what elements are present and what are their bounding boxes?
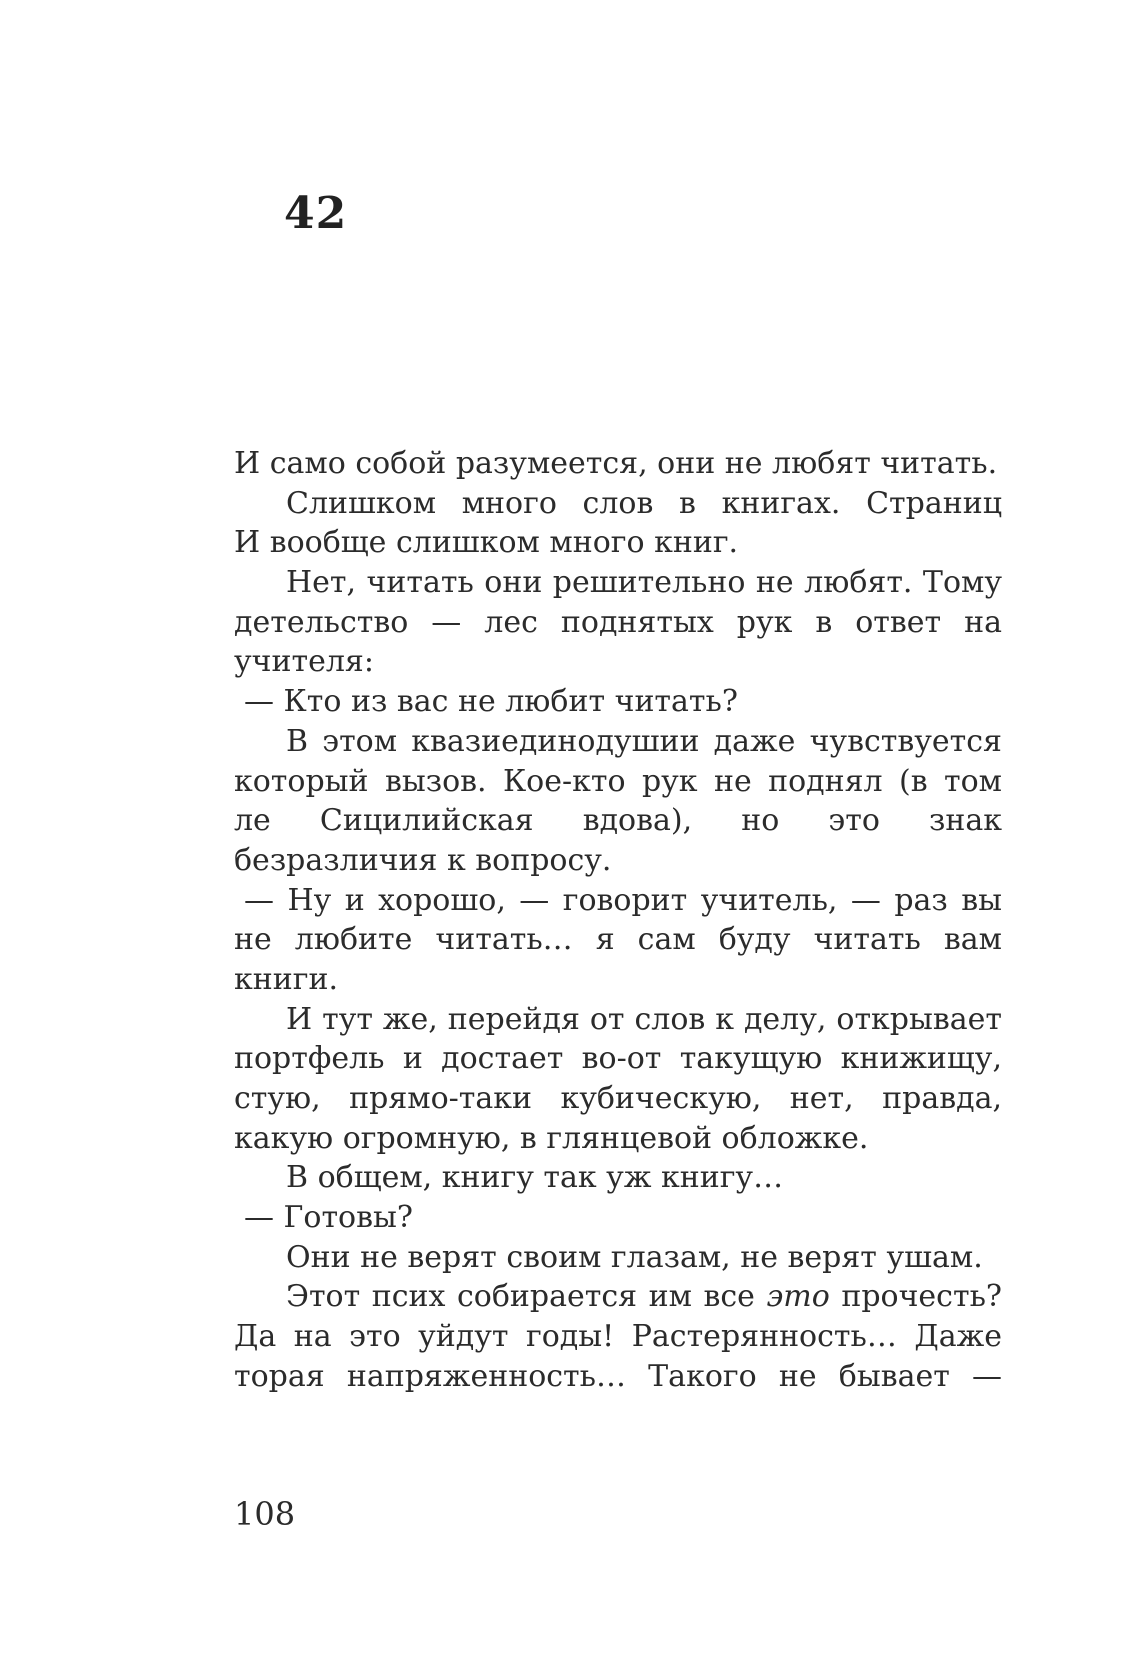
chapter-number: 42 bbox=[284, 188, 348, 239]
paragraph-line: детельство — лес поднятых рук в ответ на bbox=[234, 604, 1002, 640]
paragraph-line: Слишком много слов в книгах. Страниц bbox=[286, 485, 1002, 521]
paragraph-line: В этом квазиединодушии даже чувствуется bbox=[286, 723, 1002, 759]
dialogue-line: — Кто из вас не любит читать? bbox=[244, 684, 738, 720]
body-text bbox=[234, 444, 1002, 1397]
page-number: 108 bbox=[234, 1495, 296, 1533]
paragraph-line: не любите читать… я сам буду читать вам bbox=[234, 922, 1002, 958]
paragraph-line: учителя: bbox=[234, 644, 374, 680]
paragraph-line: торая напряженность… Такого не бывает — bbox=[234, 1358, 1002, 1394]
dialogue-line: — Готовы? bbox=[244, 1200, 413, 1236]
paragraph-line: портфель и достает во-от такущую книжищу, bbox=[234, 1041, 1002, 1077]
paragraph-line: Нет, читать они решительно не любят. Тому bbox=[286, 565, 1002, 601]
paragraph-line: какую огромную, в глянцевой обложке. bbox=[234, 1120, 869, 1156]
line-text: прочесть? bbox=[829, 1279, 1002, 1315]
paragraph-line: безразличия к вопросу. bbox=[234, 842, 612, 878]
paragraph-line: И тут же, перейдя от слов к делу, открывает bbox=[286, 1001, 1002, 1037]
line-text: Этот псих собирается им все bbox=[286, 1279, 767, 1315]
paragraph-line: стую, прямо-таки кубическую, нет, правда, bbox=[234, 1081, 1002, 1116]
paragraph-line: ле Сицилийская вдова), но это знак bbox=[234, 803, 1002, 839]
paragraph-line bbox=[234, 1277, 1002, 1317]
paragraph-line: В общем, книгу так уж книгу… bbox=[286, 1160, 784, 1196]
paragraph-line: И вообще слишком много книг. bbox=[234, 525, 739, 561]
paragraph-line: И само собой разумеется, они не любят читать. bbox=[234, 446, 998, 481]
paragraph-line: книги. bbox=[234, 961, 338, 997]
emphasized-word: это bbox=[766, 1279, 830, 1315]
paragraph-line: Они не верят своим глазам, не верят ушам. bbox=[286, 1239, 983, 1275]
paragraph-line: который вызов. Кое-кто рук не поднял (в том bbox=[234, 763, 1002, 799]
dialogue-line: — Ну и хорошо, — говорит учитель, — раз вы bbox=[244, 882, 1002, 918]
paragraph-line: Да на это уйдут годы! Растерянность… Даже bbox=[234, 1319, 1002, 1355]
